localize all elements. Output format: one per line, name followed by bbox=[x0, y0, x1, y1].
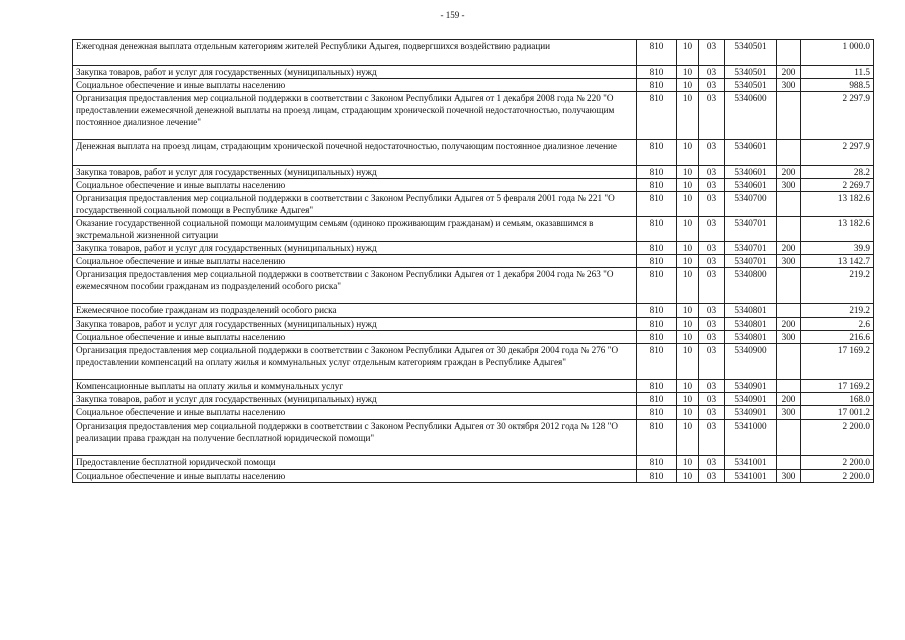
amount-cell: 2 297.9 bbox=[801, 92, 874, 140]
table-row bbox=[73, 268, 874, 304]
target-article-code-cell: 5340601 bbox=[725, 140, 777, 166]
target-article-code-cell: 5340501 bbox=[725, 79, 777, 92]
subsection-code-cell: 03 bbox=[699, 166, 725, 179]
ministry-code-cell: 810 bbox=[637, 420, 677, 456]
target-article-code-cell: 5340901 bbox=[725, 380, 777, 393]
expense-type-code-cell bbox=[777, 380, 801, 393]
subsection-code-cell: 03 bbox=[699, 66, 725, 79]
table-row bbox=[73, 456, 874, 470]
table-row bbox=[73, 66, 874, 79]
expense-type-code-cell bbox=[777, 456, 801, 470]
section-code-cell: 10 bbox=[677, 255, 699, 268]
section-code-cell: 10 bbox=[677, 242, 699, 255]
section-code-cell: 10 bbox=[677, 179, 699, 192]
expense-type-code-cell: 300 bbox=[777, 255, 801, 268]
subsection-code-cell: 03 bbox=[699, 393, 725, 406]
subsection-code-cell: 03 bbox=[699, 420, 725, 456]
row-name-cell: Оказание государственной социальной помощи малоимущим семьям (одиноко проживающим гражданам) и семьям, оказавшимся в экстремальной жизненной ситуации bbox=[73, 217, 637, 242]
row-name-cell: Организация предоставления мер социальной поддержки в соответствии с Законом Республики Адыгея от 30 октября 2012 года № 128 "О реализации права граждан на получение бесплатной юридической помощи" bbox=[73, 420, 637, 456]
row-name-cell: Ежегодная денежная выплата отдельным категориям жителей Республики Адыгея, подвергшихся воздействию радиации bbox=[73, 40, 637, 66]
section-code-cell: 10 bbox=[677, 92, 699, 140]
amount-cell: 219.2 bbox=[801, 268, 874, 304]
table-row bbox=[73, 470, 874, 483]
section-code-cell: 10 bbox=[677, 380, 699, 393]
expense-type-code-cell: 200 bbox=[777, 318, 801, 331]
row-name-cell: Социальное обеспечение и иные выплаты населению bbox=[73, 255, 637, 268]
ministry-code-cell: 810 bbox=[637, 304, 677, 318]
expense-type-code-cell bbox=[777, 304, 801, 318]
target-article-code-cell: 5340801 bbox=[725, 304, 777, 318]
subsection-code-cell: 03 bbox=[699, 92, 725, 140]
expense-type-code-cell: 300 bbox=[777, 406, 801, 420]
row-name-cell: Социальное обеспечение и иные выплаты населению bbox=[73, 331, 637, 344]
subsection-code-cell: 03 bbox=[699, 140, 725, 166]
amount-cell: 11.5 bbox=[801, 66, 874, 79]
subsection-code-cell: 03 bbox=[699, 268, 725, 304]
target-article-code-cell: 5340801 bbox=[725, 331, 777, 344]
expense-type-code-cell bbox=[777, 268, 801, 304]
section-code-cell: 10 bbox=[677, 318, 699, 331]
subsection-code-cell: 03 bbox=[699, 318, 725, 331]
row-name-cell: Закупка товаров, работ и услуг для государственных (муниципальных) нужд bbox=[73, 66, 637, 79]
amount-cell: 216.6 bbox=[801, 331, 874, 344]
amount-cell: 13 182.6 bbox=[801, 217, 874, 242]
expense-type-code-cell bbox=[777, 92, 801, 140]
amount-cell: 2 200.0 bbox=[801, 456, 874, 470]
ministry-code-cell: 810 bbox=[637, 242, 677, 255]
target-article-code-cell: 5340701 bbox=[725, 242, 777, 255]
row-name-cell: Закупка товаров, работ и услуг для государственных (муниципальных) нужд bbox=[73, 242, 637, 255]
expense-type-code-cell bbox=[777, 40, 801, 66]
target-article-code-cell: 5340701 bbox=[725, 255, 777, 268]
row-name-cell: Денежная выплата на проезд лицам, страдающим хронической почечной недостаточностью, получающим постоянное диализное лечение bbox=[73, 140, 637, 166]
table-row bbox=[73, 166, 874, 179]
ministry-code-cell: 810 bbox=[637, 192, 677, 217]
table-row bbox=[73, 217, 874, 242]
amount-cell: 17 169.2 bbox=[801, 344, 874, 380]
row-name-cell: Организация предоставления мер социальной поддержки в соответствии с Законом Республики Адыгея от 1 декабря 2008 года № 220 "О предоставлении ежемесячной денежной выплаты на проезд лицам, страдающим хронической почечной недостаточностью, получающим постоянное диализное лечение" bbox=[73, 92, 637, 140]
target-article-code-cell: 5340601 bbox=[725, 166, 777, 179]
subsection-code-cell: 03 bbox=[699, 242, 725, 255]
expense-type-code-cell: 200 bbox=[777, 393, 801, 406]
subsection-code-cell: 03 bbox=[699, 217, 725, 242]
target-article-code-cell: 5340700 bbox=[725, 192, 777, 217]
row-name-cell: Закупка товаров, работ и услуг для государственных (муниципальных) нужд bbox=[73, 166, 637, 179]
amount-cell: 13 142.7 bbox=[801, 255, 874, 268]
subsection-code-cell: 03 bbox=[699, 255, 725, 268]
section-code-cell: 10 bbox=[677, 40, 699, 66]
section-code-cell: 10 bbox=[677, 470, 699, 483]
section-code-cell: 10 bbox=[677, 331, 699, 344]
table-row bbox=[73, 92, 874, 140]
section-code-cell: 10 bbox=[677, 456, 699, 470]
target-article-code-cell: 5340901 bbox=[725, 393, 777, 406]
table-row bbox=[73, 192, 874, 217]
section-code-cell: 10 bbox=[677, 140, 699, 166]
page-number: - 159 - bbox=[440, 10, 465, 20]
expense-type-code-cell: 200 bbox=[777, 242, 801, 255]
table-row bbox=[73, 406, 874, 420]
table-row bbox=[73, 318, 874, 331]
table-row bbox=[73, 304, 874, 318]
subsection-code-cell: 03 bbox=[699, 179, 725, 192]
target-article-code-cell: 5340501 bbox=[725, 40, 777, 66]
ministry-code-cell: 810 bbox=[637, 456, 677, 470]
row-name-cell: Социальное обеспечение и иные выплаты населению bbox=[73, 470, 637, 483]
expense-type-code-cell bbox=[777, 217, 801, 242]
budget-table bbox=[72, 39, 874, 483]
table-row bbox=[73, 420, 874, 456]
amount-cell: 988.5 bbox=[801, 79, 874, 92]
row-name-cell: Ежемесячное пособие гражданам из подразделений особого риска bbox=[73, 304, 637, 318]
amount-cell: 168.0 bbox=[801, 393, 874, 406]
expense-type-code-cell bbox=[777, 192, 801, 217]
target-article-code-cell: 5340801 bbox=[725, 318, 777, 331]
ministry-code-cell: 810 bbox=[637, 470, 677, 483]
section-code-cell: 10 bbox=[677, 192, 699, 217]
amount-cell: 2 200.0 bbox=[801, 470, 874, 483]
expense-type-code-cell: 300 bbox=[777, 470, 801, 483]
expense-type-code-cell: 300 bbox=[777, 331, 801, 344]
ministry-code-cell: 810 bbox=[637, 380, 677, 393]
subsection-code-cell: 03 bbox=[699, 40, 725, 66]
row-name-cell: Компенсационные выплаты на оплату жилья и коммунальных услуг bbox=[73, 380, 637, 393]
table-row bbox=[73, 380, 874, 393]
amount-cell: 17 001.2 bbox=[801, 406, 874, 420]
section-code-cell: 10 bbox=[677, 268, 699, 304]
section-code-cell: 10 bbox=[677, 406, 699, 420]
ministry-code-cell: 810 bbox=[637, 140, 677, 166]
target-article-code-cell: 5340900 bbox=[725, 344, 777, 380]
row-name-cell: Социальное обеспечение и иные выплаты населению bbox=[73, 406, 637, 420]
subsection-code-cell: 03 bbox=[699, 331, 725, 344]
table-row bbox=[73, 40, 874, 66]
subsection-code-cell: 03 bbox=[699, 380, 725, 393]
subsection-code-cell: 03 bbox=[699, 470, 725, 483]
ministry-code-cell: 810 bbox=[637, 166, 677, 179]
table-row bbox=[73, 393, 874, 406]
target-article-code-cell: 5340501 bbox=[725, 66, 777, 79]
target-article-code-cell: 5340901 bbox=[725, 406, 777, 420]
row-name-cell: Социальное обеспечение и иные выплаты населению bbox=[73, 79, 637, 92]
target-article-code-cell: 5340600 bbox=[725, 92, 777, 140]
subsection-code-cell: 03 bbox=[699, 456, 725, 470]
amount-cell: 1 000.0 bbox=[801, 40, 874, 66]
ministry-code-cell: 810 bbox=[637, 92, 677, 140]
target-article-code-cell: 5341000 bbox=[725, 420, 777, 456]
expense-type-code-cell: 200 bbox=[777, 66, 801, 79]
ministry-code-cell: 810 bbox=[637, 344, 677, 380]
ministry-code-cell: 810 bbox=[637, 179, 677, 192]
section-code-cell: 10 bbox=[677, 420, 699, 456]
row-name-cell: Закупка товаров, работ и услуг для государственных (муниципальных) нужд bbox=[73, 393, 637, 406]
table-row bbox=[73, 140, 874, 166]
ministry-code-cell: 810 bbox=[637, 217, 677, 242]
expense-type-code-cell bbox=[777, 420, 801, 456]
section-code-cell: 10 bbox=[677, 304, 699, 318]
target-article-code-cell: 5341001 bbox=[725, 456, 777, 470]
ministry-code-cell: 810 bbox=[637, 393, 677, 406]
table-row bbox=[73, 331, 874, 344]
subsection-code-cell: 03 bbox=[699, 304, 725, 318]
ministry-code-cell: 810 bbox=[637, 79, 677, 92]
target-article-code-cell: 5340701 bbox=[725, 217, 777, 242]
section-code-cell: 10 bbox=[677, 344, 699, 380]
target-article-code-cell: 5341001 bbox=[725, 470, 777, 483]
amount-cell: 13 182.6 bbox=[801, 192, 874, 217]
expense-type-code-cell: 200 bbox=[777, 166, 801, 179]
section-code-cell: 10 bbox=[677, 79, 699, 92]
subsection-code-cell: 03 bbox=[699, 406, 725, 420]
amount-cell: 28.2 bbox=[801, 166, 874, 179]
amount-cell: 17 169.2 bbox=[801, 380, 874, 393]
row-name-cell: Предоставление бесплатной юридической помощи bbox=[73, 456, 637, 470]
amount-cell: 2 269.7 bbox=[801, 179, 874, 192]
ministry-code-cell: 810 bbox=[637, 331, 677, 344]
amount-cell: 2 297.9 bbox=[801, 140, 874, 166]
ministry-code-cell: 810 bbox=[637, 66, 677, 79]
section-code-cell: 10 bbox=[677, 217, 699, 242]
row-name-cell: Организация предоставления мер социальной поддержки в соответствии с Законом Республики Адыгея от 30 декабря 2004 года № 276 "О предоставлении компенсаций на оплату жилья и коммунальных услуг отдельным категориям граждан в Республике Адыгея" bbox=[73, 344, 637, 380]
table-row bbox=[73, 344, 874, 380]
row-name-cell: Закупка товаров, работ и услуг для государственных (муниципальных) нужд bbox=[73, 318, 637, 331]
table-row bbox=[73, 79, 874, 92]
target-article-code-cell: 5340800 bbox=[725, 268, 777, 304]
row-name-cell: Организация предоставления мер социальной поддержки в соответствии с Законом Республики Адыгея от 5 февраля 2001 года № 221 "О государственной социальной помощи в Республике Адыгея" bbox=[73, 192, 637, 217]
expense-type-code-cell: 300 bbox=[777, 179, 801, 192]
expense-type-code-cell: 300 bbox=[777, 79, 801, 92]
target-article-code-cell: 5340601 bbox=[725, 179, 777, 192]
section-code-cell: 10 bbox=[677, 66, 699, 79]
subsection-code-cell: 03 bbox=[699, 79, 725, 92]
ministry-code-cell: 810 bbox=[637, 255, 677, 268]
expense-type-code-cell bbox=[777, 344, 801, 380]
ministry-code-cell: 810 bbox=[637, 268, 677, 304]
ministry-code-cell: 810 bbox=[637, 318, 677, 331]
row-name-cell: Организация предоставления мер социальной поддержки в соответствии с Законом Республики Адыгея от 1 декабря 2004 года № 263 "О ежемесячном пособии гражданам из подразделений особого риска" bbox=[73, 268, 637, 304]
section-code-cell: 10 bbox=[677, 393, 699, 406]
section-code-cell: 10 bbox=[677, 166, 699, 179]
amount-cell: 39.9 bbox=[801, 242, 874, 255]
amount-cell: 2.6 bbox=[801, 318, 874, 331]
subsection-code-cell: 03 bbox=[699, 192, 725, 217]
amount-cell: 219.2 bbox=[801, 304, 874, 318]
table-row bbox=[73, 255, 874, 268]
expense-type-code-cell bbox=[777, 140, 801, 166]
table-row bbox=[73, 242, 874, 255]
ministry-code-cell: 810 bbox=[637, 40, 677, 66]
row-name-cell: Социальное обеспечение и иные выплаты населению bbox=[73, 179, 637, 192]
table-row bbox=[73, 179, 874, 192]
subsection-code-cell: 03 bbox=[699, 344, 725, 380]
ministry-code-cell: 810 bbox=[637, 406, 677, 420]
amount-cell: 2 200.0 bbox=[801, 420, 874, 456]
